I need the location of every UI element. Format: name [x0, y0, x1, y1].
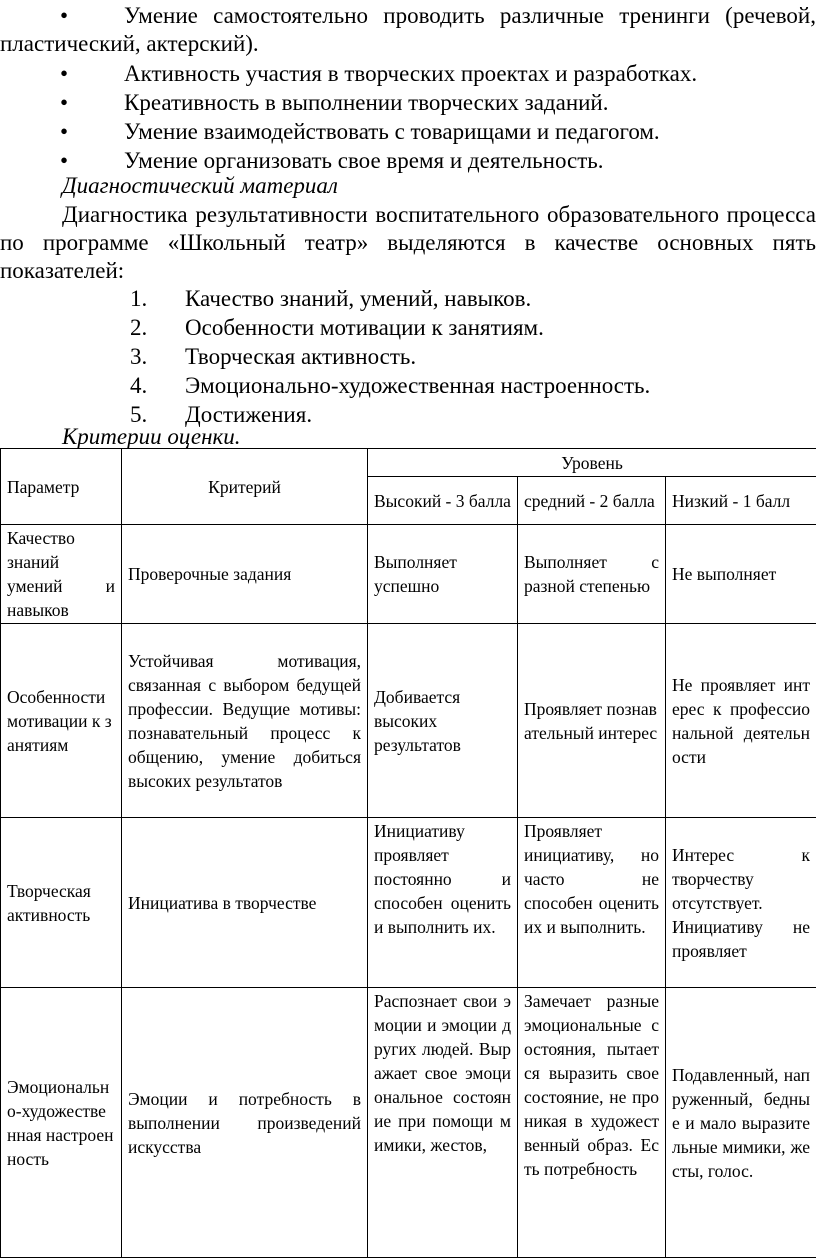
cell-low: Подавленный, напруженный, бедные и мало выразительные мимики, жесты, голос.: [666, 988, 816, 1258]
list-item: [0, 89, 816, 118]
intro-paragraph: Диагностика результативности воспитательного образовательного процесса по программе «Школьный театр» выделяются в качестве основных пять показателей:: [0, 201, 816, 285]
cell-criterion: Инициатива в творчестве: [122, 818, 368, 988]
list-item: [0, 60, 816, 89]
cell-high: Добивается высоких результатов: [368, 624, 518, 818]
section-heading-criteria: Критерии оценки.: [62, 423, 241, 451]
list-number: 4.: [130, 372, 147, 400]
list-item-text: Креативность в выполнении творческих заданий.: [0, 89, 816, 117]
cell-mid: Проявляет познавательный интерес: [518, 624, 666, 818]
bullet-icon: •: [60, 118, 68, 146]
list-item-text: Умение самостоятельно проводить различные тренинги (речевой, пластический, актерский).: [0, 2, 816, 58]
list-item-text: Творческая активность.: [185, 343, 416, 371]
bullet-icon: •: [60, 2, 68, 30]
header-high: Высокий - 3 балла: [368, 477, 518, 525]
cell-criterion: Устойчивая мотивация, связанная с выбором бедущей профессии. Ведущие мотивы: познавательный процесс к общению, умение добиться высоких результатов: [122, 624, 368, 818]
cell-param: Качество знаний умений и навыков: [1, 525, 122, 624]
cell-mid: Проявляет инициативу, но часто не способен оценить их и выполнить.: [518, 818, 666, 988]
cell-low: Не проявляет интерес к профессиональной деятельности: [666, 624, 816, 818]
list-number: 5.: [130, 401, 147, 429]
list-item-text: Достижения.: [185, 401, 312, 429]
header-criterion: Критерий: [122, 449, 368, 525]
list-item-text: Умение взаимодействовать с товарищами и педагогом.: [0, 118, 816, 146]
cell-mid: Выполняет с разной степенью: [518, 525, 666, 624]
header-low: Низкий - 1 балл: [666, 477, 816, 525]
cell-param: Творческая активность: [1, 818, 122, 988]
list-number: 1.: [130, 285, 147, 313]
table-row: [1, 624, 816, 818]
cell-param: Эмоционально-художественная настроенность: [1, 988, 122, 1258]
numbered-list: [0, 285, 816, 430]
list-item-text: Умение организовать свое время и деятельность.: [0, 147, 816, 175]
section-heading-diagnostic: Диагностический материал: [62, 172, 338, 200]
cell-high: Выполняет успешно: [368, 525, 518, 624]
cell-criterion: Эмоции и потребность в выполнении произведений искусства: [122, 988, 368, 1258]
criteria-table: [0, 448, 816, 1258]
table-row: [1, 988, 816, 1258]
list-item: [0, 372, 816, 401]
header-level: Уровень: [368, 449, 816, 477]
cell-low: Не выполняет: [666, 525, 816, 624]
bullet-icon: •: [60, 60, 68, 88]
bullet-list: [0, 2, 816, 176]
table-row: [1, 525, 816, 624]
list-number: 2.: [130, 314, 147, 342]
cell-criterion: Проверочные задания: [122, 525, 368, 624]
header-mid: средний - 2 балла: [518, 477, 666, 525]
list-item: [0, 314, 816, 343]
list-item-text: Активность участия в творческих проектах и разработках.: [0, 60, 816, 88]
cell-mid: Замечает разные эмоциональные состояния, пытается выразить свое состояние, не проникая в художественный образ. Есть потребность: [518, 988, 666, 1258]
table-row: [1, 818, 816, 988]
header-param: Параметр: [1, 449, 122, 525]
cell-param: Особенности мотивации к занятиям: [1, 624, 122, 818]
list-item: [0, 118, 816, 147]
table-header-row: [1, 449, 816, 477]
list-item-text: Эмоционально-художественная настроенность.: [185, 372, 650, 400]
list-item-text: Качество знаний, умений, навыков.: [185, 285, 531, 313]
cell-low: Интерес к творчеству отсутствует. Инициативу не проявляет: [666, 818, 816, 988]
bullet-icon: •: [60, 89, 68, 117]
bullet-icon: •: [60, 147, 68, 175]
list-number: 3.: [130, 343, 147, 371]
cell-high: Инициативу проявляет постоянно и способен оценить и выполнить их.: [368, 818, 518, 988]
list-item-text: Особенности мотивации к занятиям.: [185, 314, 544, 342]
list-item: [0, 2, 816, 60]
cell-high: Распознает свои эмоции и эмоции других людей. Выражает свое эмоциональное состояние при помощи мимики, жестов,: [368, 988, 518, 1258]
list-item: [0, 343, 816, 372]
list-item: [0, 285, 816, 314]
